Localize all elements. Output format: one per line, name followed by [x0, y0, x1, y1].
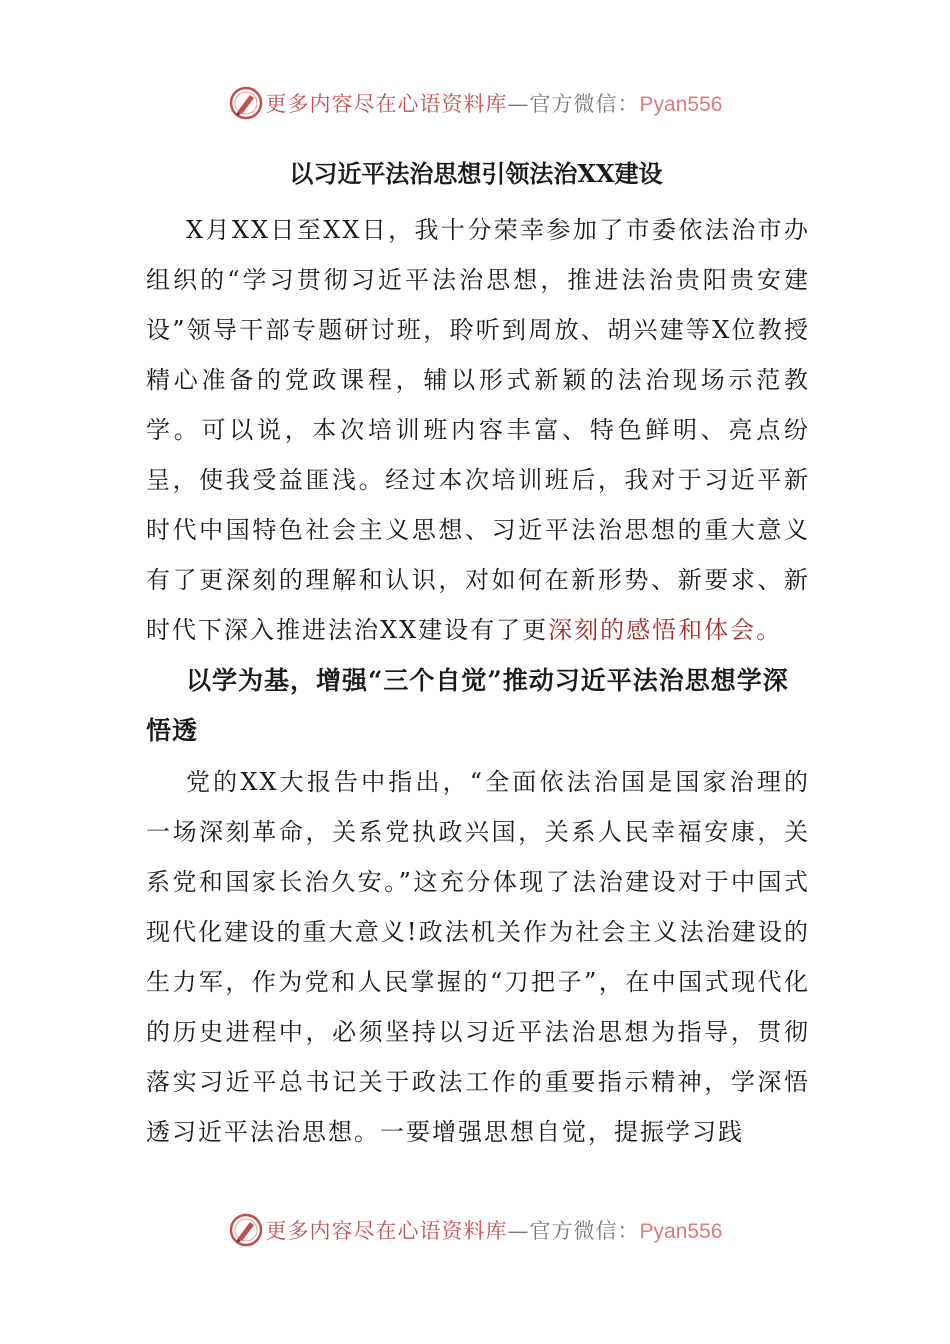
footer-watermark-banner: [0, 1210, 950, 1250]
header-watermark-banner: [0, 83, 950, 123]
banner-text: 更多内容尽在心语资料库—官方微信：Pyan556: [265, 1219, 723, 1243]
highlighted-text: 深刻的感悟和体会。: [548, 616, 783, 644]
section-heading: 以学为基，增强“三个自觉”推动习近平法治思想学深悟透: [146, 666, 789, 745]
banner-text: 更多内容尽在心语资料库—官方微信：Pyan556: [265, 92, 723, 116]
document-title: 以习近平法治思想引领法治XX建设: [289, 159, 663, 188]
wechat-id: Pyan556: [639, 93, 723, 116]
paragraph-body: 党的XX大报告中指出，“全面依法治国是国家治理的一场深刻革命，关系党执政兴国，关系人民幸福安康，关系党和国家长治久安。”这充分体现了法治建设对于中国式现代化建设的重大意义!政法机关作为社会主义法治建设的生力军，作为党和人民掌握的“刀把子”，在中国式现代化的历史进程中，必须坚持以习近平法治思想为指导，贯彻落实习近平总书记关于政法工作的重要指示精神，学深悟透习近平法治思想。一要增强思想自觉，提振学习践: [146, 768, 810, 1146]
wechat-id: Pyan556: [639, 1220, 723, 1243]
pen-circle-icon: [228, 85, 264, 121]
pen-circle-icon: [228, 1212, 264, 1248]
paragraph-intro: X月XX日至XX日，我十分荣幸参加了市委依法治市办组织的“学习贯彻习近平法治思想，推进法治贵阳贵安建设”领导干部专题研讨班，聆听到周放、胡兴建等X位教授精心准备的党政课程，辅以形式新颖的法治现场示范教学。可以说，本次培训班内容丰富、特色鲜明、亮点纷呈，使我受益匪浅。经过本次培训班后，我对于习近平新时代中国特色社会主义思想、习近平法治思想的重大意义有了更深刻的理解和认识，对如何在新形势、新要求、新时代下深入推进法治XX建设有了更深刻的感悟和体会。: [146, 216, 810, 644]
